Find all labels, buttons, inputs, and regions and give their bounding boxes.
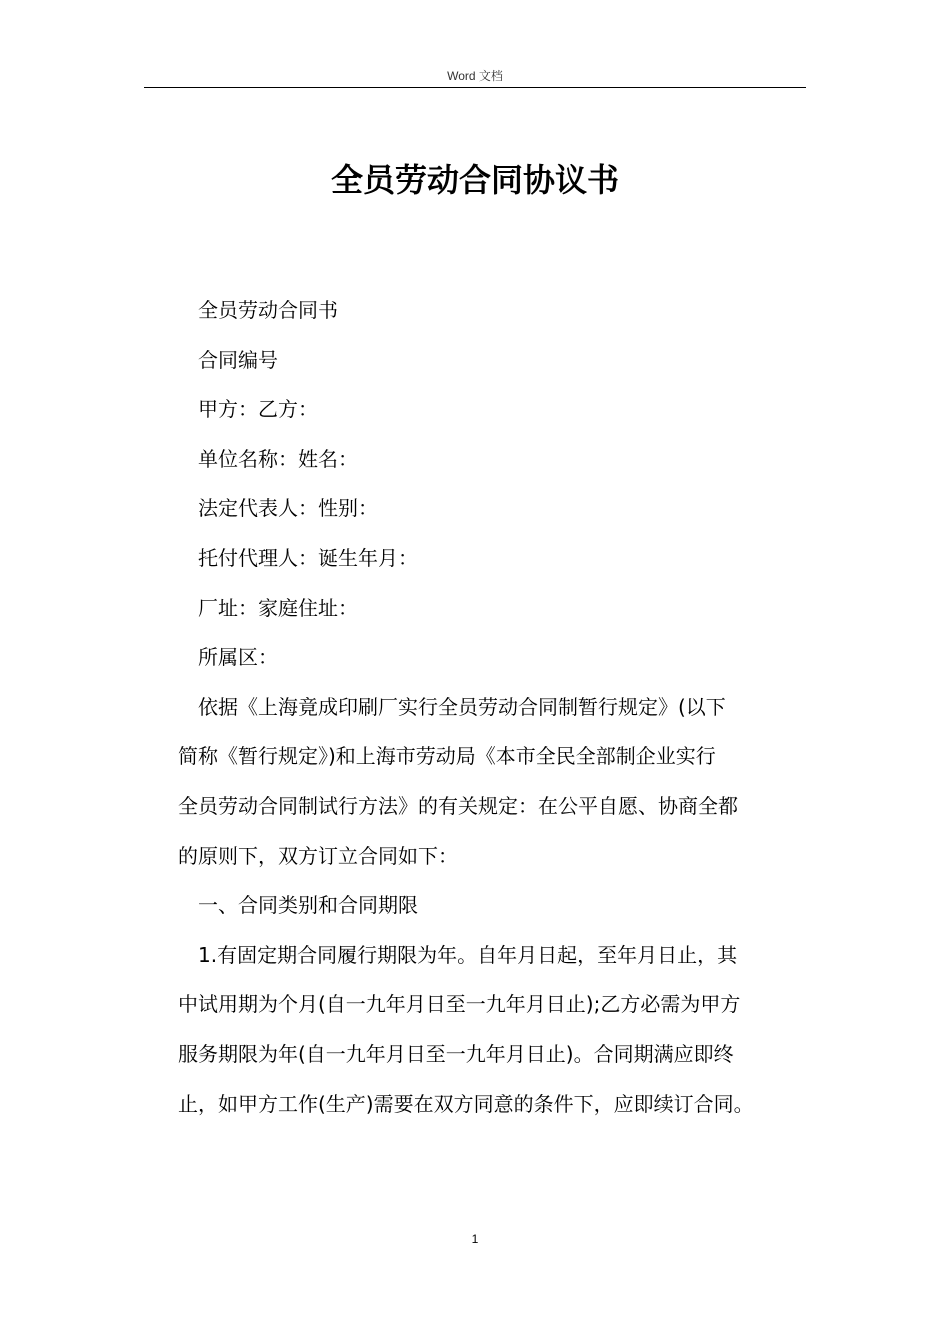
body-line-contract-name: 全员劳动合同书 xyxy=(198,298,338,322)
body-line-district: 所属区： xyxy=(198,645,278,670)
body-line-address: 厂址：家庭住址： xyxy=(198,595,358,620)
body-paragraph-line: 的原则下，双方订立合同如下： xyxy=(178,843,458,868)
body-paragraph-line: 止，如甲方工作(生产)需要在双方同意的条件下，应即续订合同。 xyxy=(178,1091,754,1116)
body-paragraph-line: 全员劳动合同制试行方法》的有关规定：在公平自愿、协商全都 xyxy=(178,793,738,818)
body-line-parties: 甲方：乙方： xyxy=(198,397,318,422)
body-line-unit-name: 单位名称：姓名： xyxy=(198,446,358,471)
body-line-agent: 托付代理人：诞生年月： xyxy=(198,545,418,570)
body-paragraph-line: 简称《暂行规定》)和上海市劳动局《本市全民全部制企业实行 xyxy=(178,744,716,769)
section-heading: 一、合同类别和合同期限 xyxy=(198,893,418,918)
body-paragraph-line: 1.有固定期合同履行期限为年。自年月日起，至年月日止，其 xyxy=(198,942,738,967)
page-header: Word 文档 xyxy=(447,69,503,83)
body-line-contract-number: 合同编号 xyxy=(198,347,278,372)
header-divider xyxy=(144,87,806,88)
body-paragraph-line: 依据《上海竟成印刷厂实行全员劳动合同制暂行规定》(以下 xyxy=(198,694,726,719)
page-number: 1 xyxy=(471,1232,479,1246)
document-title: 全员劳动合同协议书 xyxy=(330,161,619,199)
document-body xyxy=(178,286,808,1129)
body-line-legal-rep: 法定代表人：性别： xyxy=(198,496,378,521)
body-paragraph-line: 中试用期为个月(自一九年月日至一九年月日止);乙方必需为甲方 xyxy=(178,992,741,1017)
body-paragraph-line: 服务期限为年(自一九年月日至一九年月日止)。合同期满应即终 xyxy=(178,1041,734,1066)
